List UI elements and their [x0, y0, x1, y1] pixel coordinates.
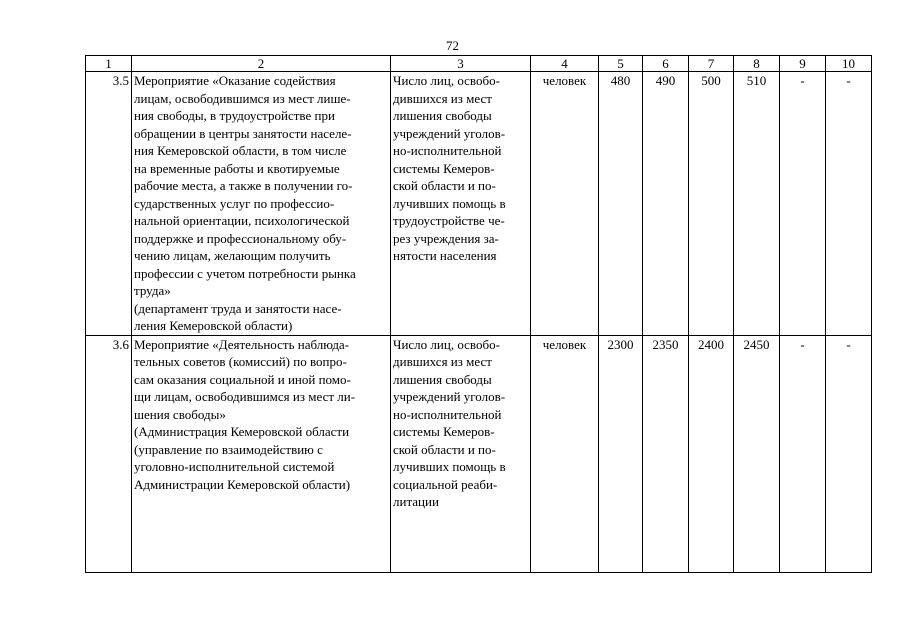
text-line: уголовно-исполнительной системой: [134, 459, 335, 474]
column-number-row: [86, 56, 872, 72]
text-line: тельных советов (комиссий) по вопро-: [134, 354, 347, 369]
indicator-description: [391, 335, 531, 572]
text-line: социальной реаби-: [393, 476, 498, 492]
text-line: чению лицам, желающим получить: [134, 248, 331, 263]
value-cell: 480: [599, 72, 643, 336]
column-header: 10: [826, 56, 872, 72]
text-line: щи лицам, освободившимся из мест ли-: [134, 389, 356, 404]
text-line: лучивших помощь в: [393, 195, 506, 211]
row-number: 3.5: [86, 72, 132, 336]
text-line: Мероприятие «Деятельность наблюда-: [134, 336, 350, 352]
text-line: профессии с учетом потребности рынка: [134, 265, 356, 281]
text-line: ния Кемеровской области, в том числе: [134, 143, 347, 158]
column-header: 6: [643, 56, 689, 72]
text-line: лишения свободы: [393, 108, 492, 123]
value-cell: -: [780, 335, 826, 572]
value-cell: 2400: [689, 335, 734, 572]
table-row: [86, 335, 872, 572]
text-line: но-исполнительной: [393, 406, 502, 422]
text-line: Число лиц, освобо-: [393, 73, 500, 88]
text-line: лицам, освободившимся из мест лише-: [134, 90, 351, 106]
column-header: 7: [689, 56, 734, 72]
column-header: 3: [391, 56, 531, 72]
value-cell: 510: [734, 72, 780, 336]
text-line: шения свободы»: [134, 406, 226, 422]
text-line: ния свободы, в трудоустройстве при: [134, 108, 335, 123]
text-line: ской области и по-: [393, 441, 496, 457]
text-line: системы Кемеров-: [393, 424, 495, 439]
table-row: [86, 72, 872, 336]
value-cell: 2300: [599, 335, 643, 572]
value-cell: 2450: [734, 335, 780, 572]
text-line: учреждений уголов-: [393, 389, 506, 404]
text-line: (Администрация Кемеровской области: [134, 424, 350, 439]
text-line: поддержке и профессиональному обу-: [134, 230, 347, 246]
text-line: сам оказания социальной и иной помо-: [134, 371, 351, 387]
text-line: труда»: [134, 283, 171, 298]
text-line: трудоустройстве че-: [393, 213, 505, 228]
event-description: [132, 72, 391, 336]
row-number: 3.6: [86, 335, 132, 572]
text-line: (департамент труда и занятости насе-: [134, 300, 342, 316]
column-header: 9: [780, 56, 826, 72]
text-line: рабочие места, а также в получении го-: [134, 178, 353, 193]
text-line: на временные работы и квотируемые: [134, 160, 340, 176]
page-number: 72: [446, 38, 459, 53]
program-activities-table: [85, 55, 872, 573]
text-line: лучивших помощь в: [393, 459, 506, 474]
unit-cell: человек: [531, 335, 599, 572]
text-line: системы Кемеров-: [393, 160, 495, 176]
value-cell: 2350: [643, 335, 689, 572]
text-line: Администрации Кемеровской области): [134, 476, 351, 492]
column-header: 8: [734, 56, 780, 72]
text-line: учреждений уголов-: [393, 125, 506, 141]
text-line: (управление по взаимодействию с: [134, 441, 323, 457]
value-cell: -: [826, 72, 872, 336]
text-line: лишения свободы: [393, 371, 492, 387]
text-line: Число лиц, освобо-: [393, 336, 500, 352]
text-line: ления Кемеровской области): [134, 318, 293, 333]
unit-cell: человек: [531, 72, 599, 336]
indicator-description: [391, 72, 531, 336]
text-line: дившихся из мест: [393, 90, 492, 106]
value-cell: -: [826, 335, 872, 572]
event-description: [132, 335, 391, 572]
text-line: обращении в центры занятости населе-: [134, 125, 352, 141]
text-line: но-исполнительной: [393, 143, 502, 158]
text-line: Мероприятие «Оказание содействия: [134, 73, 336, 88]
value-cell: -: [780, 72, 826, 336]
text-line: нятости населения: [393, 248, 497, 263]
text-line: нальной ориентации, психологической: [134, 213, 350, 228]
text-line: литации: [393, 494, 439, 509]
value-cell: 490: [643, 72, 689, 336]
value-cell: 500: [689, 72, 734, 336]
column-header: 1: [86, 56, 132, 72]
text-line: сударственных услуг по профессио-: [134, 195, 335, 211]
column-header: 5: [599, 56, 643, 72]
text-line: рез учреждения за-: [393, 230, 499, 246]
text-line: дившихся из мест: [393, 354, 492, 369]
column-header: 4: [531, 56, 599, 72]
text-line: ской области и по-: [393, 178, 496, 193]
column-header: 2: [132, 56, 391, 72]
